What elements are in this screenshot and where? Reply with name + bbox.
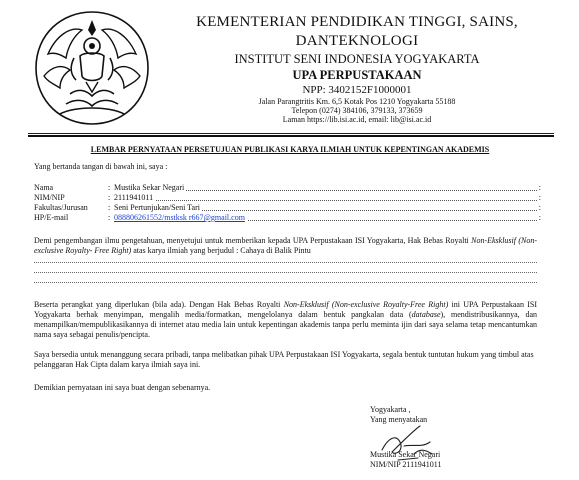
paragraph-grant: Demi pengembangan ilmu pengetahuan, menyetujui untuk memberikan kepada UPA Perpustakaan ISI Yogyakarta, Hak Bebas Royalti Non-Eksklusif (Non-exclusive Royalty- Free Right) atas karya ilmiah yang berjudul : Cahaya di Balik Pintu	[34, 236, 537, 255]
header-phone: Telepon (0274) 384106, 379133, 373659	[291, 106, 423, 115]
signature-role: Yang menyatakan	[370, 415, 428, 424]
field-label: HP/E-mail	[34, 213, 69, 222]
field-label: Fakultas/Jurusan	[34, 203, 88, 212]
paragraph-rights: Beserta perangkat yang diperlukan (bila ada). Dengan Hak Bebas Royalti Non-Eksklusif (Non-exclusive Royalty-Free Right) ini UPA Perpustakaan ISI Yogyakarta berhak menyimpan, mengalih media/formatkan, mengelolanya dalam bentuk pangkalan data (database), mendistribusikannya, dan menampilkan/mempublikasikannya di internet atau media lain untuk kepentingan akademis tanpa perlu meminta ijin dari saya selama tetap mencantumkan nama saya sebagai penulis/pencipta.	[34, 300, 538, 339]
header-npp: NPP: 3402152F1000001	[302, 84, 412, 96]
header-address: Jalan Parangtritis Km. 6,5 Kotak Pos 1210 Yogyakarta 55188	[258, 97, 456, 106]
field-value: Mustika Sekar Negari	[114, 183, 185, 192]
isi-emblem-logo	[30, 6, 154, 130]
paragraph-closing: Demikian pernyataan ini saya buat dengan sebenarnya.	[34, 383, 211, 392]
header-unit: UPA PERPUSTAKAAN	[292, 68, 422, 82]
email-link[interactable]: 088806261552/mstksk r667@gmail.com	[114, 213, 245, 222]
header-ministry-line1: KEMENTERIAN PENDIDIKAN TINGGI, SAINS,	[196, 14, 518, 30]
header-ministry-line2: DANTEKNOLOGI	[295, 33, 419, 49]
header-website-email: Laman https://lib.isi.ac.id, email: lib@isi.ac.id	[282, 115, 432, 124]
field-label: NIM/NIP	[34, 193, 65, 202]
header-institute: INSTITUT SENI INDONESIA YOGYAKARTA	[234, 52, 480, 66]
dotted-fill-line	[34, 282, 537, 283]
signer-nim: NIM/NIP 2111941011	[370, 460, 442, 469]
dotted-fill-line	[34, 262, 537, 263]
field-value: 2111941011	[114, 193, 154, 202]
field-row-nim: NIM/NIP : 2111941011 :	[34, 193, 541, 202]
field-value: Seni Pertunjukan/Seni Tari	[114, 203, 200, 212]
header-divider-thick	[28, 135, 554, 137]
signer-name: Mustika Sekar Negari	[370, 450, 441, 459]
document-title: LEMBAR PERNYATAAN PERSETUJUAN PUBLIKASI KARYA ILMIAH UNTUK KEPENTINGAN AKADEMIS	[90, 145, 490, 154]
field-row-faculty: Fakultas/Jurusan : Seni Pertunjukan/Seni Tari :	[34, 203, 541, 212]
field-row-contact: HP/E-mail : 088806261552/mstksk r667@gmail.com :	[34, 213, 541, 222]
field-row-name: Nama : Mustika Sekar Negari :	[34, 183, 541, 192]
field-label: Nama	[34, 183, 54, 192]
dotted-fill-line	[34, 272, 537, 273]
paragraph-liability: Saya bersedia untuk menanggung secara pribadi, tanpa melibatkan pihak UPA Perpustakaan ISI Yogyakarta, segala bentuk tuntutan hukum yang timbul atas pelanggaran Hak Cipta dalam karya ilmiah saya ini.	[34, 350, 534, 369]
header-divider-thin	[28, 133, 554, 134]
intro-text: Yang bertanda tangan di bawah ini, saya :	[34, 162, 168, 171]
signature-place-date: Yogyakarta ,	[370, 405, 411, 414]
